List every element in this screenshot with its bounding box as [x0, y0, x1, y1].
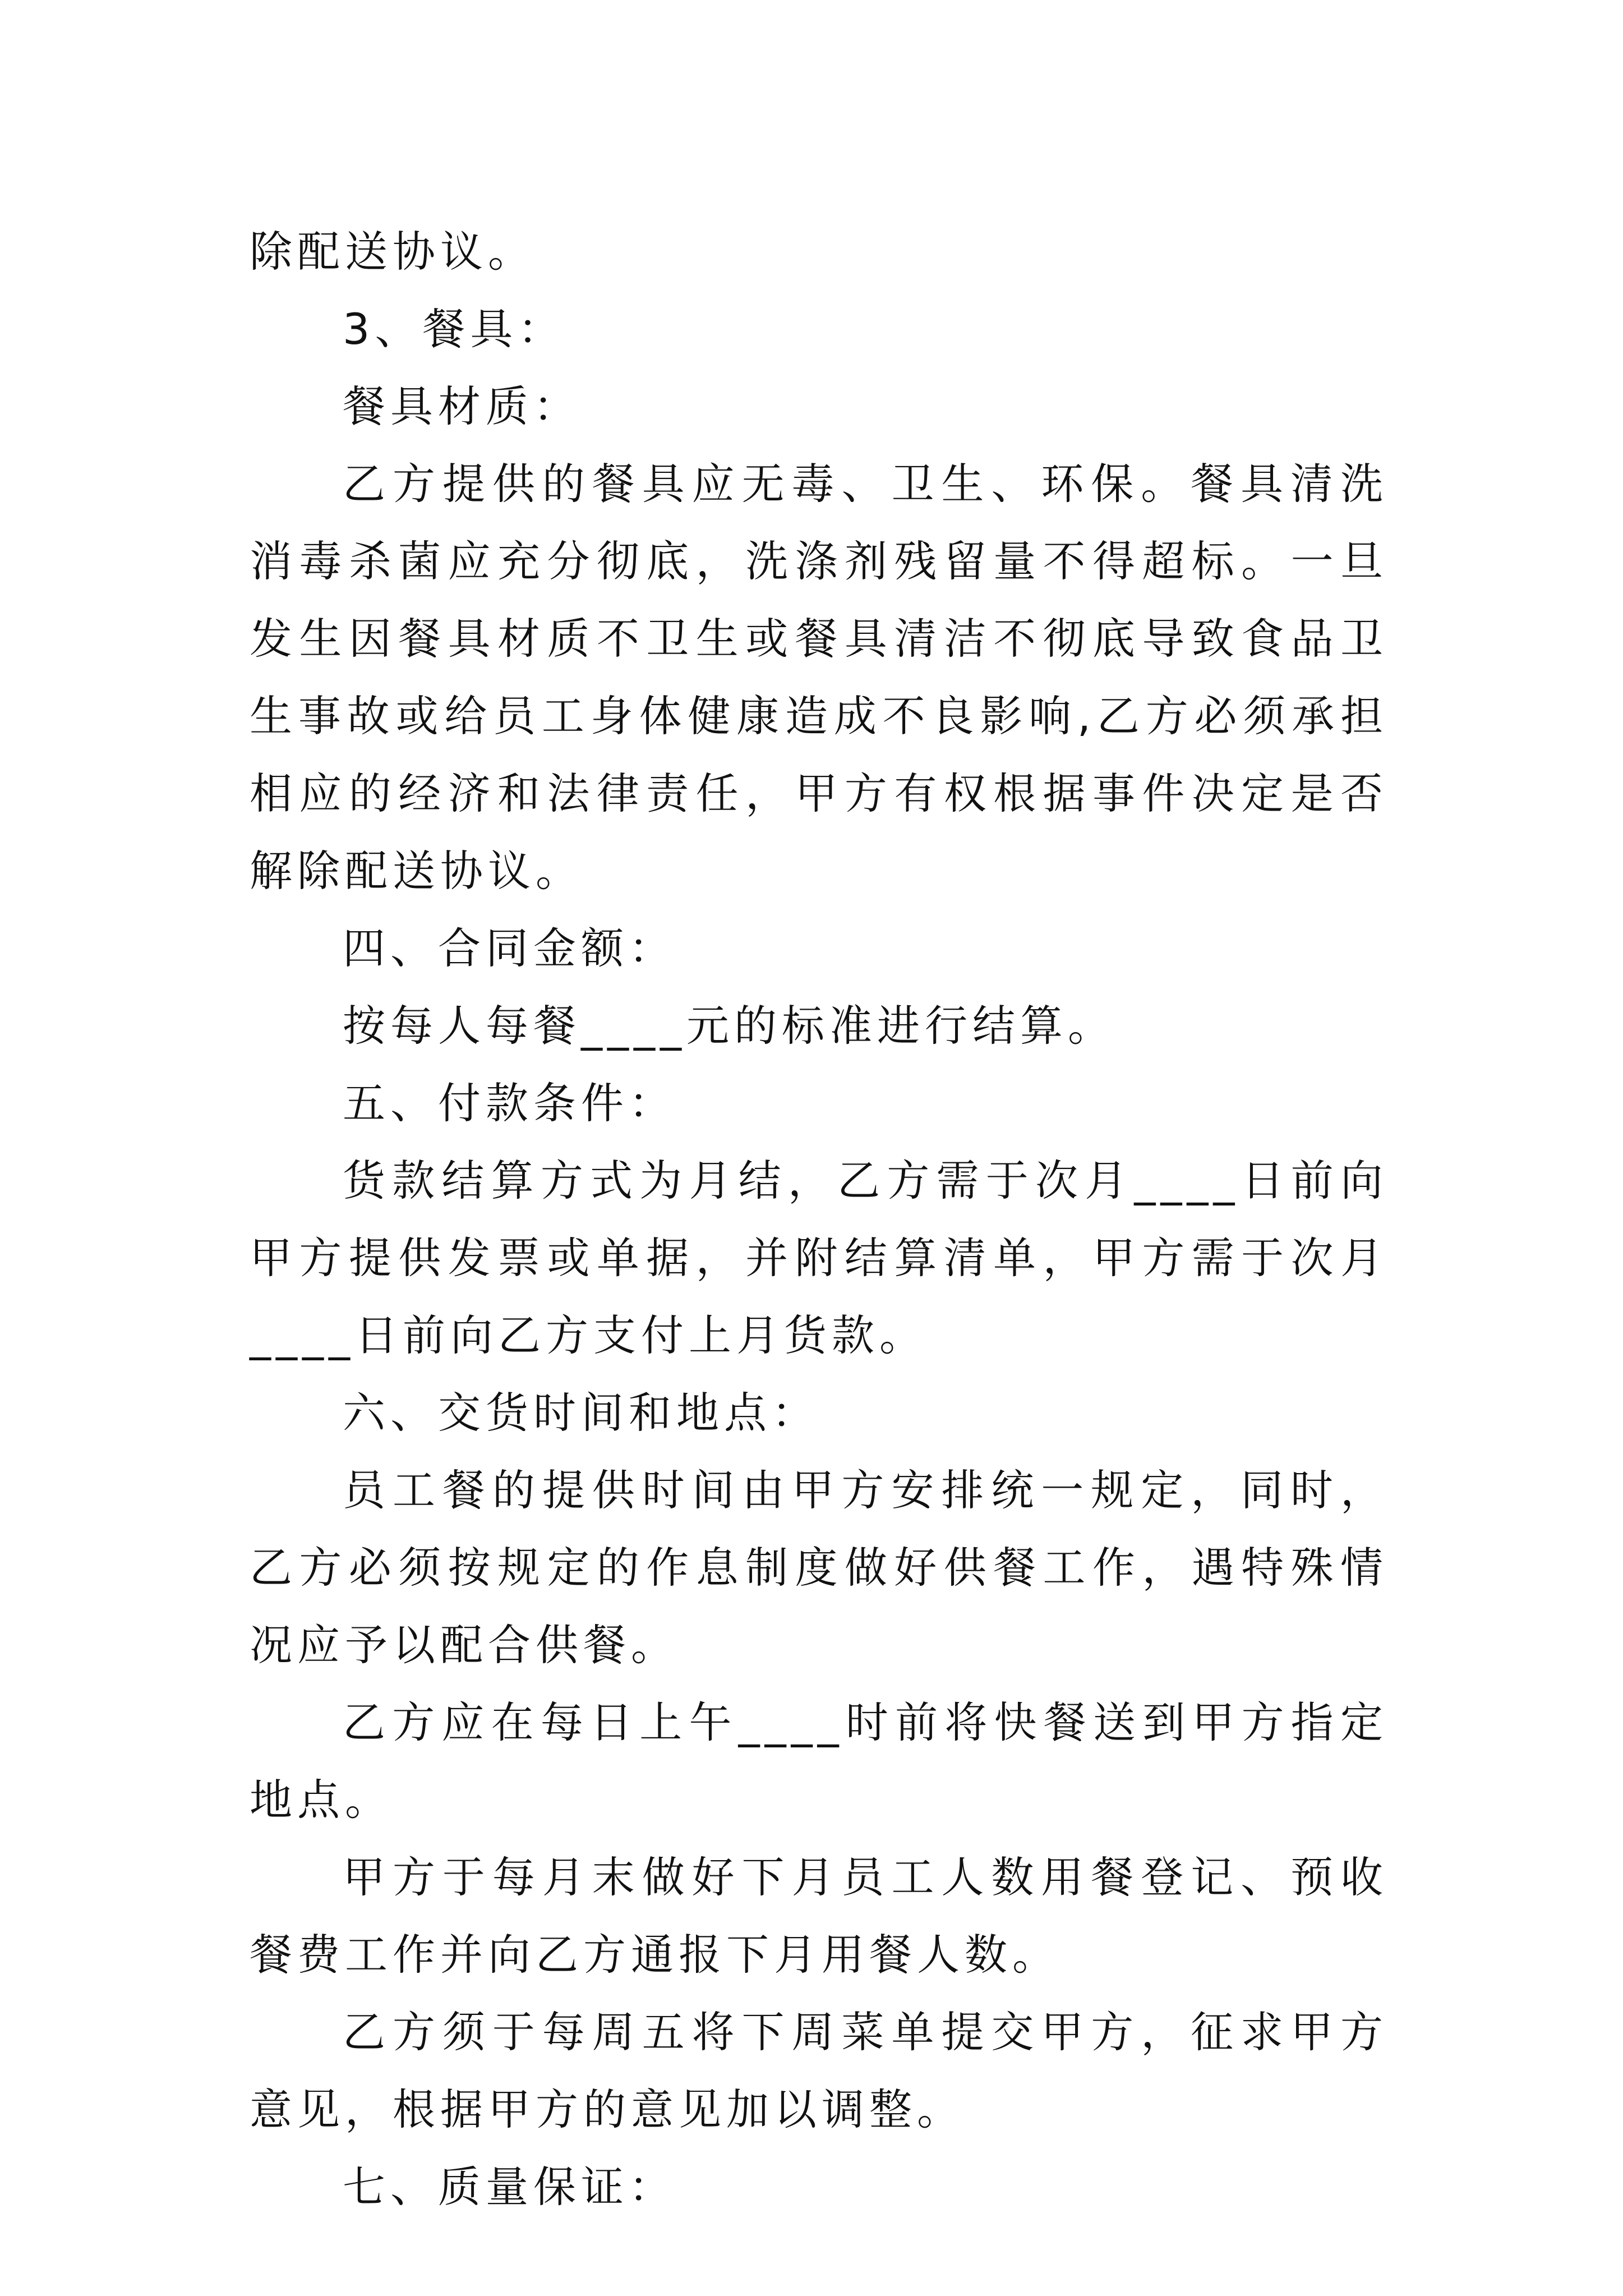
paragraph-3: 餐具材质： — [343, 381, 581, 431]
document-body — [250, 213, 1388, 2226]
paragraph-10: 员工餐的提供时间由甲方安排统一规定，同时，乙方必须按规定的作息制度做好供餐工作，遇特殊情况应予以配合供餐。 — [250, 1465, 1388, 1670]
section-heading-contract-amount: 四、合同金额： — [343, 923, 676, 973]
section-heading-delivery: 六、交货时间和地点： — [343, 1388, 819, 1438]
paragraph-2: 3、餐具： — [343, 304, 566, 354]
paragraph-13: 乙方须于每周五将下周菜单提交甲方，征求甲方意见，根据甲方的意见加以调整。 — [250, 2007, 1388, 2134]
paragraph-6: 按每人每餐____元的标准进行结算。 — [343, 1001, 1115, 1051]
paragraph-1: 除配送协议。 — [250, 227, 536, 277]
paragraph-11: 乙方应在每日上午____时前将快餐送到甲方指定地点。 — [250, 1697, 1388, 1825]
paragraph-4: 乙方提供的餐具应无毒、卫生、环保。餐具清洗消毒杀菌应充分彻底，洗涤剂残留量不得超标。一旦发生因餐具材质不卫生或餐具清洁不彻底导致食品卫生事故或给员工身体健康造成不良影响,乙方必须承担相应的经济和法律责任，甲方有权根据事件决定是否解除配送协议。 — [250, 459, 1388, 896]
paragraph-12: 甲方于每月末做好下月员工人数用餐登记、预收餐费工作并向乙方通报下月用餐人数。 — [250, 1852, 1388, 1980]
section-heading-quality: 七、质量保证： — [343, 2162, 676, 2212]
paragraph-8: 货款结算方式为月结，乙方需于次月____日前向甲方提供发票或单据，并附结算清单，甲方需于次月____日前向乙方支付上月货款。 — [250, 1156, 1388, 1360]
section-heading-payment-terms: 五、付款条件： — [343, 1078, 676, 1128]
